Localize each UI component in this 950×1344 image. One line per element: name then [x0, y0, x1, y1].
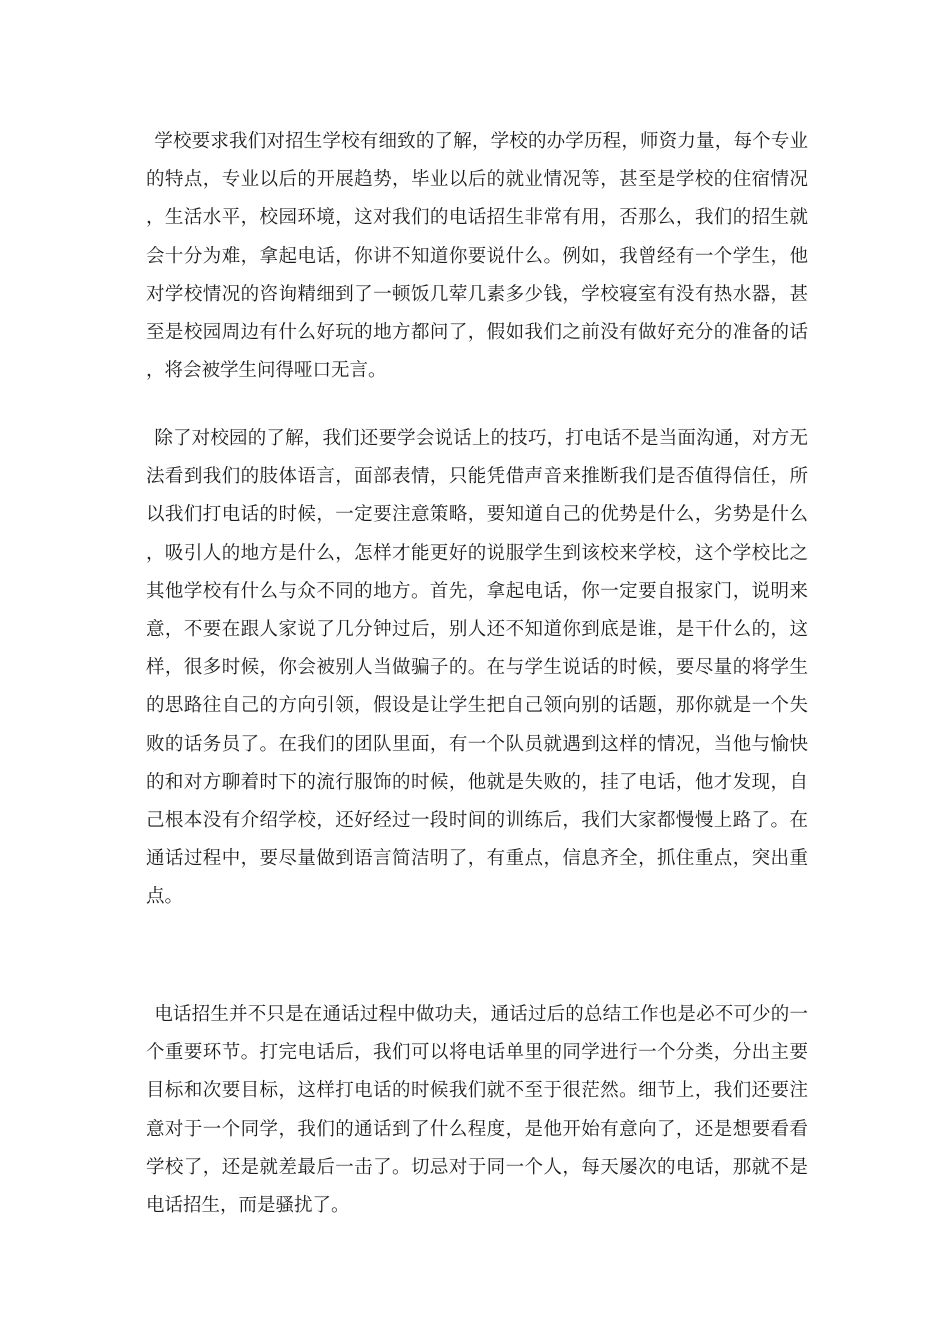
paragraph-phone-skills: 除了对校园的了解，我们还要学会说话上的技巧，打电话不是当面沟通，对方无法看到我们的肢体语言，面部表情，只能凭借声音来推断我们是否值得信任，所以我们打电话的时候，一定要注意策略，要知道自己的优势是什么，劣势是什么，吸引人的地方是什么，怎样才能更好的说服学生到该校来学校，这个学校比之其他学校有什么与众不同的地方。首先，拿起电话，你一定要自报家门，说明来意，不要在跟人家说了几分钟过后，别人还不知道你到底是谁，是干什么的，这样，很多时候，你会被别人当做骗子的。在与学生说话的时候，要尽量的将学生的思路往自己的方向引领，假设是让学生把自己领向别的话题，那你就是一个失败的话务员了。在我们的团队里面，有一个队员就遇到这样的情况，当他与愉快的和对方聊着时下的流行服饰的时候，他就是失败的，挂了电话，他才发现，自己根本没有介绍学校，还好经过一段时间的训练后，我们大家都慢慢上路了。在通话过程中，要尽量做到语言简洁明了，有重点，信息齐全，抓住重点，突出重点。	[146, 428, 808, 908]
paragraph-follow-up-summary: 电话招生并不只是在通话过程中做功夫，通话过后的总结工作也是必不可少的一个重要环节。打完电话后，我们可以将电话单里的同学进行一个分类，分出主要目标和次要目标，这样打电话的时候我们就不至于很茫然。细节上，我们还要注意对于一个同学，我们的通话到了什么程度，是他开始有意向了，还是想要看看学校了，还是就差最后一击了。切忌对于同一个人，每天屡次的电话，那就不是电话招生，而是骚扰了。	[146, 1004, 808, 1217]
paragraph-campus-knowledge: 学校要求我们对招生学校有细致的了解，学校的办学历程，师资力量，每个专业的特点，专业以后的开展趋势，毕业以后的就业情况等，甚至是学校的住宿情况，生活水平，校园环境，这对我们的电话招生非常有用，否那么，我们的招生就会十分为难，拿起电话，你讲不知道你要说什么。例如，我曾经有一个学生，他对学校情况的咨询精细到了一顿饭几荤几素多少钱，学校寝室有没有热水器，甚至是校园周边有什么好玩的地方都问了，假如我们之前没有做好充分的准备的话，将会被学生问得哑口无言。	[146, 131, 808, 382]
